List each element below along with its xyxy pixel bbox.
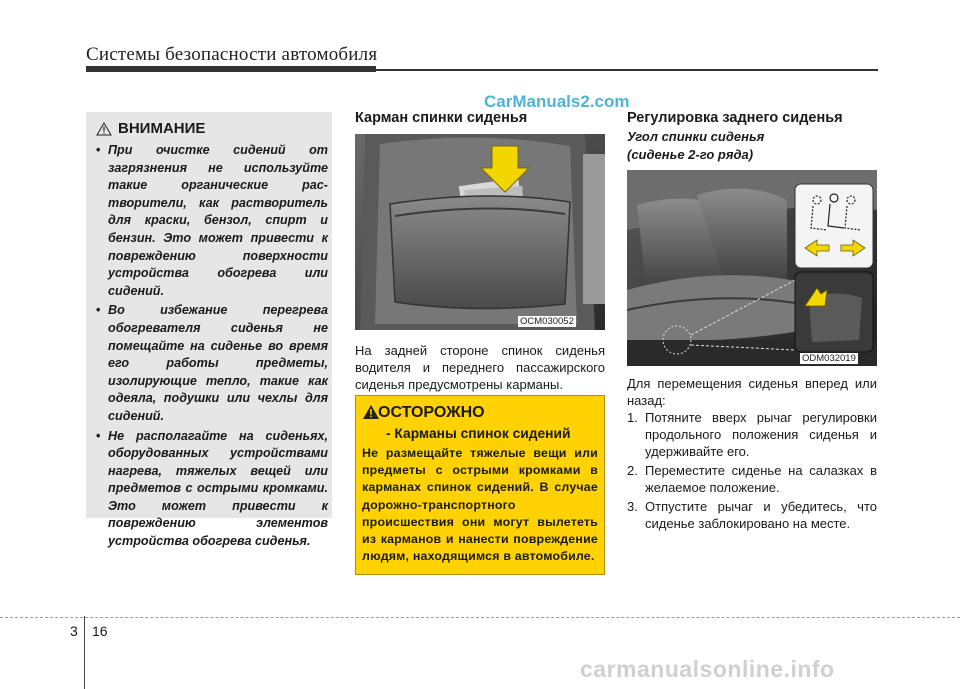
rear-seat-figure-caption: ODM032019 [802, 353, 856, 364]
adjustment-heading: Регулировка заднего сиденья [627, 110, 843, 126]
adjustment-intro-text: Для перемещения сиденья вперед или назад: [627, 376, 877, 408]
warning-triangle-icon [96, 122, 112, 136]
seatback-pocket-illustration [355, 134, 605, 330]
step-text: Отпустите рычаг и убедитесь, что сиденье заблокировано на месте. [645, 499, 877, 531]
adjustment-step [627, 462, 877, 496]
seatback-pocket-figure [355, 134, 605, 330]
adjustment-subheading: Угол спинки сиденья [627, 129, 765, 144]
step-number: 1. [627, 410, 638, 425]
rear-seat-figure [627, 170, 877, 366]
warning-item: • Не располагайте на сиденьях, оборудованных устройствами нагрева, тяжелых вещей или предметов с острыми кромками. Это может привести к повреждению элементов устройства обогрева сиденья. [96, 428, 328, 551]
step-text: Переместите сиденье на салазках в желаемое положение. [645, 463, 877, 495]
footer-dashed-rule [0, 617, 960, 618]
adjustment-steps-list [627, 409, 877, 534]
pocket-figure-caption: OCM030052 [520, 316, 574, 327]
page-header-title: Системы безопасности автомобиля [86, 44, 378, 65]
caution-subtitle: - Карманы спинок сидений [386, 426, 571, 441]
pocket-body-text: На задней стороне спинок сиденья водителя и переднего пассажирского сиденья предусмотрены карманы. [355, 343, 605, 392]
footer-chapter-number: 3 [70, 623, 78, 639]
adjustment-step [627, 498, 877, 532]
caution-title: ОСТОРОЖНО [378, 404, 485, 421]
footer-divider [84, 616, 85, 689]
warning-heading-text: ВНИМАНИЕ [118, 120, 206, 137]
step-text: Потяните вверх рычаг регулировки продольного положения сиденья и удерживайте его. [645, 410, 877, 459]
adjustment-step [627, 409, 877, 460]
caution-body-text: Не размещайте тяжелые вещи или предметы с острыми кромками в карманах спинок сидений. В случае дорожно-транспортного происшествия они могут вылететь из карманов и нанести повреждение людям, находящимся в автомобиле. [362, 446, 598, 564]
rear-seat-illustration [627, 170, 877, 366]
warning-list [96, 142, 328, 553]
header-rule [86, 69, 878, 71]
step-number: 2. [627, 463, 638, 478]
adjustment-subheading-row: (сиденье 2-го ряда) [627, 147, 754, 162]
warning-item: • При очистке сидений от загрязнения не используйте такие органические рас-творители, как растворитель для краски, бензол, спирт и бензин. Это может привести к повреждению поверхности устройства обогрева или сидений. [96, 142, 328, 300]
warning-heading [96, 120, 205, 137]
watermark-bottom-link[interactable]: carmanualsonline.info [580, 656, 835, 682]
pocket-heading: Карман спинки сиденья [355, 110, 528, 126]
watermark-top-link[interactable]: CarManuals2.com [484, 92, 630, 111]
footer-page-number: 16 [92, 623, 108, 639]
warning-item: • Во избежание перегрева обогревателя сиденья не помещайте на сиденье во время его работы предметы, изолирующие тепло, такие как одеяла, подушки или чехлы для сидений. [96, 302, 328, 425]
step-number: 3. [627, 499, 638, 514]
